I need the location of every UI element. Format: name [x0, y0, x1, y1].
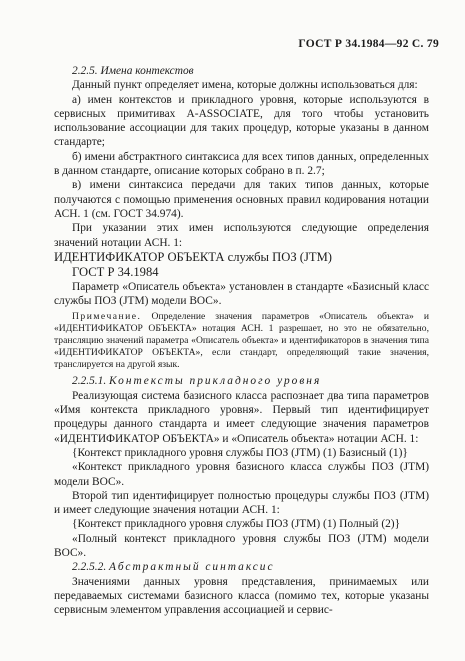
heading-number: 2.2.5.1. [72, 375, 107, 388]
intro-paragraph: Данный пункт определяет имена, которые должны использоваться для: [72, 79, 418, 92]
second-type-paragraph: Второй тип идентифицирует полностью процедуры службы ПОЗ (JTM) и имеет следующие значения нотации АСН. 1: [54, 489, 429, 517]
usage-paragraph: При указании этих имен используются следующие определения значений нотации АСН. 1: [54, 222, 429, 249]
heading-title: Абстрактный синтаксис [109, 561, 275, 574]
contexts-paragraph: Реализующая система базисного класса распознает два типа параметров «Имя контекста прикладного уровня». Первый тип идентифицирует процедуры данного стандарта и имеет следующие значения параметров «ИДЕНТИФИКАТОР ОБЪЕКТА» и «Описатель объекта» нотации АСН. 1: [54, 389, 429, 445]
abstract-syntax-paragraph: Значениями данных уровня представления, принимаемых или передаваемых системами базисного класса (помимо тех, которые указаны сервисным элементом управления ассоциацией и сервис- [54, 575, 429, 617]
gost-reference-line: ГОСТ Р 34.1984 [72, 264, 159, 279]
full-context-value: {Контекст прикладного уровня службы ПОЗ (JTM) (1) Полный (2)} [72, 518, 401, 531]
parameter-paragraph: Параметр «Описатель объекта» установлен в стандарте «Базисный класс службы ПОЗ (JTM) модели ВОС». [54, 280, 429, 308]
list-item-a: а) имен контекстов и прикладного уровня, которые используются в сервисных примитивах A-ASSOCIATE, для того чтобы установить использование ассоциации для таких процедур, которые указаны в данном стандарте; [54, 93, 429, 149]
object-identifier-line: ИДЕНТИФИКАТОР ОБЪЕКТА службы ПОЗ (JTM) [54, 249, 332, 264]
note-text: Определение значения параметров «Описатель объекта» и «ИДЕНТИФИКАТОР ОБЪЕКТА» нотация АСН. 1 разрешает, но это не обязательно, трансляцию значений параметра «Описатель объекта» и идентификаторов в значения типа «ИДЕНТИФИКАТОР ОБЪЕКТА», если стандарт, определяющий такие значения, транслируется на другой язык. [54, 311, 429, 370]
list-item-b: б) имени абстрактного синтаксиса для всех типов данных, определенных в данном стандарте, описание которых собрано в п. 2.7; [54, 150, 429, 178]
heading-title: Имена контекстов [100, 65, 194, 77]
page-content [54, 64, 429, 617]
list-item-c: в) имени синтаксиса передачи для таких типов данных, которые получаются с помощью применения основных правил кодирования нотации АСН. 1 (см. ГОСТ 34.974). [54, 179, 429, 220]
heading-title: Контексты прикладного уровня [109, 375, 322, 388]
page-header: ГОСТ Р 34.1984—92 С. 79 [298, 38, 439, 50]
heading-number: 2.2.5.2. [72, 561, 107, 574]
note-label: Примечание. [72, 311, 142, 323]
section-2-2-5-2-heading [54, 560, 429, 574]
basic-context-descriptor: «Контекст прикладного уровня базисного класса службы ПОЗ (JTM) модели ВОС». [54, 461, 429, 488]
section-2-2-5-1-heading [54, 374, 429, 388]
heading-number: 2.2.5. [72, 65, 98, 77]
basic-context-value: {Контекст прикладного уровня службы ПОЗ (JTM) (1) Базисный (1)} [72, 446, 408, 459]
note-paragraph [54, 311, 429, 370]
section-2-2-5-heading [54, 64, 429, 78]
full-context-descriptor: «Полный контекст прикладного уровня службы ПОЗ (JTM) модели ВОС». [54, 532, 429, 559]
